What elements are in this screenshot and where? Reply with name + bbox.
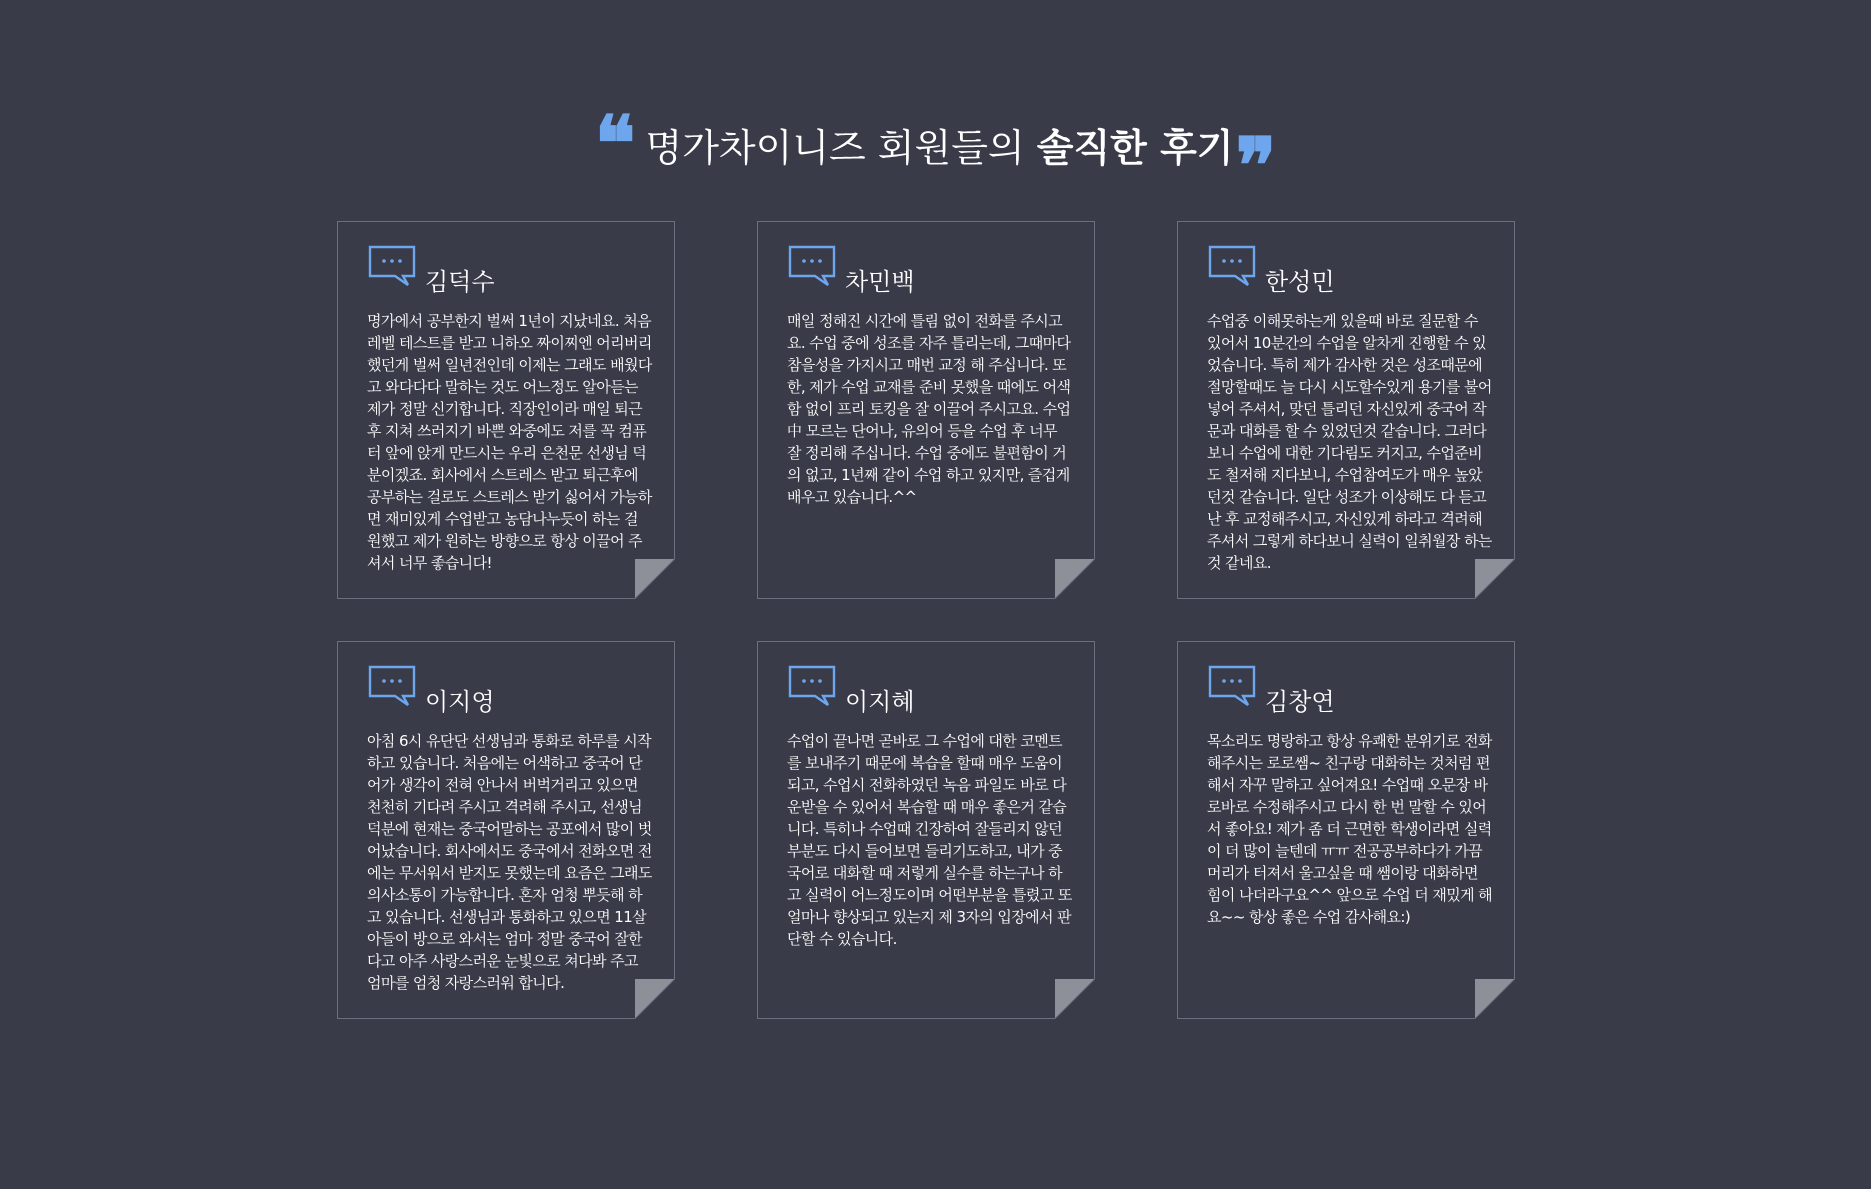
page-fold-icon bbox=[1475, 559, 1515, 599]
heading-title-bold: 솔직한 후기 bbox=[1036, 126, 1234, 170]
chat-bubble-icon bbox=[787, 664, 837, 708]
review-text: 아침 6시 유단단 선생님과 통화로 하루를 시작하고 있습니다. 처음에는 어색하고 중국어 단어가 생각이 전혀 안나서 버벅거리고 있으면 천천히 기다려 주시고 격려해 주시고, 선생님 덕분에 현재는 중국어말하는 공포에서 많이 벗어났습니다. 회사에서도 중국에서 전화오면 전에는 무서워서 받지도 못했는데 요즘은 그래도 의사소통이 가능합니다. 혼자 엄청 뿌듯해 하고 있습니다. 선생님과 통화하고 있으면 11살 아들이 방으로 와서는 엄마 정말 중국어 잘한다고 아주 사랑스러운 눈빛으로 쳐다봐 주고 엄마를 엄청 자랑스러워 합니다. bbox=[367, 732, 652, 992]
review-card-header bbox=[367, 664, 495, 716]
review-card-header bbox=[787, 664, 915, 716]
page-fold-icon bbox=[635, 979, 675, 1019]
close-quote-icon: ❞ bbox=[1235, 121, 1277, 210]
page-fold-icon bbox=[1055, 559, 1095, 599]
chat-bubble-icon bbox=[1207, 664, 1257, 708]
review-card-header bbox=[1207, 664, 1335, 716]
review-card bbox=[1177, 221, 1515, 599]
review-text: 목소리도 명랑하고 항상 유쾌한 분위기로 전화해주시는 로로쌤~ 친구랑 대화하는 것처럼 편해서 자꾸 말하고 싶어져요! 수업때 오문장 바로바로 수정해주시고 다시 한 번 말할 수 있어서 좋아요! 제가 좀 더 근면한 학생이라면 실력이 더 많이 늘텐데 ㅠㅠ 전공공부하다가 가끔 머리가 터져서 울고싶을 때 쌤이랑 대화하면 힘이 나더라구요^^ 앞으로 수업 더 재밌게 해요~~ 항상 좋은 수업 감사해요:) bbox=[1207, 732, 1493, 926]
section-heading bbox=[0, 99, 1871, 210]
reviewer-name: 김창연 bbox=[1265, 688, 1335, 716]
review-card bbox=[337, 641, 675, 1019]
review-card bbox=[757, 221, 1095, 599]
open-quote-icon: ❝ bbox=[594, 99, 636, 188]
chat-bubble-icon bbox=[1207, 244, 1257, 288]
review-card bbox=[757, 641, 1095, 1019]
review-card bbox=[337, 221, 675, 599]
page-fold-icon bbox=[1475, 979, 1515, 1019]
heading-title-normal: 명가차이니즈 회원들의 bbox=[645, 126, 1037, 170]
reviewer-name: 차민백 bbox=[845, 268, 915, 296]
review-card bbox=[1177, 641, 1515, 1019]
reviewer-name: 이지혜 bbox=[845, 688, 915, 716]
page-fold-icon bbox=[1055, 979, 1095, 1019]
reviewer-name: 이지영 bbox=[425, 688, 495, 716]
review-card-header bbox=[367, 244, 495, 296]
review-text: 명가에서 공부한지 벌써 1년이 지났네요. 처음 레벨 테스트를 받고 니하오 짜이찌엔 어리버리 했던게 벌써 일년전인데 이제는 그래도 배웠다고 와다다다 말하는 것도 어느정도 알아듣는 제가 정말 신기합니다. 직장인이라 매일 퇴근 후 지쳐 쓰러지기 바쁜 와중에도 저를 꼭 컴퓨터 앞에 앉게 만드시는 우리 은천문 선생님 덕분이겠죠. 회사에서 스트레스 받고 퇴근후에 공부하는 걸로도 스트레스 받기 싫어서 가능하면 재미있게 수업받고 농담나누듯이 하는 걸 원했고 제가 원하는 방향으로 항상 이끌어 주셔서 너무 좋습니다! bbox=[367, 312, 652, 572]
reviewer-name: 김덕수 bbox=[425, 268, 495, 296]
page-fold-icon bbox=[635, 559, 675, 599]
review-card-header bbox=[1207, 244, 1335, 296]
chat-bubble-icon bbox=[367, 664, 417, 708]
review-text: 수업중 이해못하는게 있을때 바로 질문할 수 있어서 10분간의 수업을 알차게 진행할 수 있었습니다. 특히 제가 감사한 것은 성조때문에 절망할때도 늘 다시 시도할수있게 용기를 불어 넣어 주셔서, 맞던 틀리던 자신있게 중국어 작문과 대화를 할 수 있었던것 같습니다. 그러다 보니 수업에 대한 기다림도 커지고, 수업준비도 철저해 지다보니, 수업참여도가 매우 높았던것 같습니다. 일단 성조가 이상해도 다 듣고난 후 교정해주시고, 자신있게 하라고 격려해 주셔서 그렇게 하다보니 실력이 일취월장 하는것 같네요. bbox=[1207, 312, 1492, 572]
review-text: 매일 정해진 시간에 틀림 없이 전화를 주시고요. 수업 중에 성조를 자주 틀리는데, 그때마다 참을성을 가지시고 매번 교정 해 주십니다. 또한, 제가 수업 교재를 준비 못했을 때에도 어색함 없이 프리 토킹을 잘 이끌어 주시고요. 수업 中 모르는 단어나, 유의어 등을 수업 후 너무 잘 정리해 주십니다. 수업 중에도 불편함이 거의 없고, 1년째 같이 수업 하고 있지만, 즐겁게 배우고 있습니다.^^ bbox=[787, 312, 1071, 506]
review-text: 수업이 끝나면 곧바로 그 수업에 대한 코멘트를 보내주기 때문에 복습을 할때 매우 도움이 되고, 수업시 전화하였던 녹음 파일도 바로 다운받을 수 있어서 복습할 때 매우 좋은거 같습니다. 특히나 수업때 긴장하여 잘들리지 않던 부분도 다시 들어보면 들리기도하고, 내가 중국어로 대화할 때 저렇게 실수를 하는구나 하고 실력이 어느정도이며 어떤부분을 틀렸고 또 얼마나 향상되고 있는지 제 3자의 입장에서 판단할 수 있습니다. bbox=[787, 732, 1072, 948]
review-card-header bbox=[787, 244, 915, 296]
reviewer-name: 한성민 bbox=[1265, 268, 1335, 296]
chat-bubble-icon bbox=[787, 244, 837, 288]
chat-bubble-icon bbox=[367, 244, 417, 288]
